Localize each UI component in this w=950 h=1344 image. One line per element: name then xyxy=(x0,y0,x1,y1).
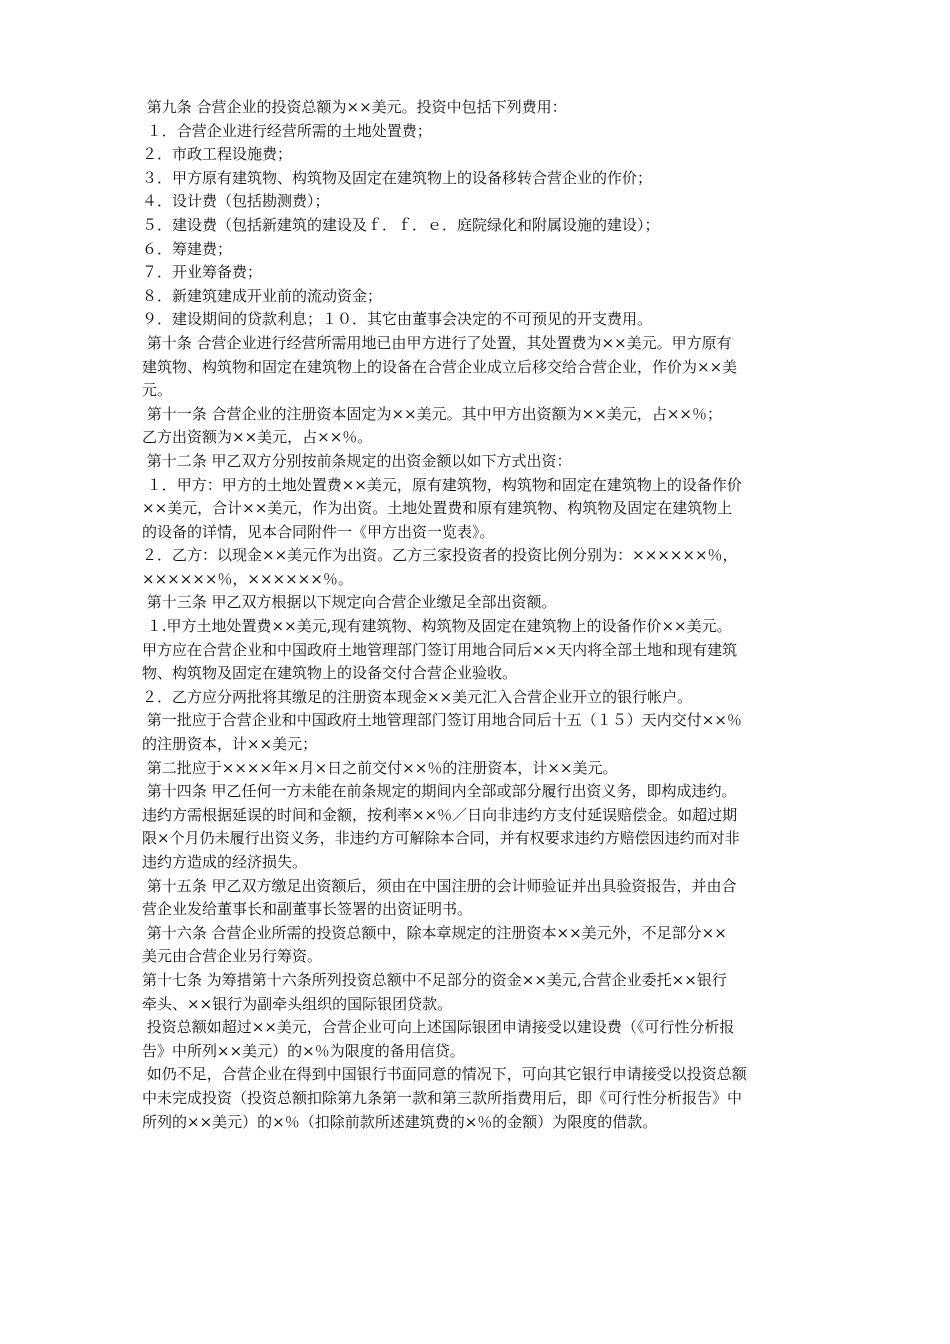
article-12-item-1-line-1: １．甲方：甲方的土地处置费××美元，原有建筑物，构筑物和固定在建筑物上的设备作价 xyxy=(142,475,742,494)
article-12-item-1-line-2: ××美元，合计××美元，作为出资。土地处置费和原有建筑物、构筑物及固定在建筑物上 xyxy=(142,499,733,518)
article-13-item-2: ２．乙方应分两批将其缴足的注册资本现金××美元汇入合营企业开立的银行帐户。 xyxy=(142,687,693,706)
article-9-item-5: ５．建设费（包括新建筑的建设及ｆ．ｆ．ｅ．庭院绿化和附属设施的建设）； xyxy=(142,215,660,234)
article-9-item-1: １．合营企业进行经营所需的土地处置费； xyxy=(142,121,432,140)
article-11-line-2: 乙方出资额为××美元，占××％。 xyxy=(142,428,373,447)
article-9-item-6: ６．筹建费； xyxy=(142,239,233,258)
article-13-item-1-line-2: 甲方应在合营企业和中国政府土地管理部门签订用地合同后××天内将全部土地和现有建筑 xyxy=(142,640,738,659)
article-9-heading: 第九条 合营企业的投资总额为××美元。投资中包括下列费用： xyxy=(142,98,567,116)
article-16-line-1: 第十六条 合营企业所需的投资总额中，除本章规定的注册资本××美元外，不足部分×× xyxy=(142,923,727,942)
article-13-batch-1-line-1: 第一批应于合营企业和中国政府土地管理部门签订用地合同后十五（１５）天内交付××％ xyxy=(142,711,742,730)
article-9-item-4: ４．设计费（包括勘测费）； xyxy=(142,192,330,211)
article-9-item-9-10: ９．建设期间的贷款利息；１０．其它由董事会决定的不可预见的开支费用。 xyxy=(142,310,653,329)
article-13-batch-2: 第二批应于××××年×月×日之前交付××％的注册资本，计××美元。 xyxy=(142,758,618,777)
article-14-line-1: 第十四条 甲乙任何一方未能在前条规定的期间内全部或部分履行出资义务，即构成违约。 xyxy=(142,782,737,801)
article-13-item-1-line-1: １.甲方土地处置费××美元,现有建筑物、构筑物及固定在建筑物上的设备作价××美元。 xyxy=(142,617,732,636)
article-17-line-1: 第十七条 为筹措第十六条所列投资总额中不足部分的资金××美元,合营企业委托××银行 xyxy=(142,970,727,989)
article-12-item-2-line-1: ２．乙方：以现金××美元作为出资。乙方三家投资者的投资比例分别为：××××××％， xyxy=(142,546,738,565)
article-9-item-2: ２．市政工程设施费； xyxy=(142,145,293,164)
article-17-other-loan-line-3: 所列的××美元）的×％（扣除前款所述建筑费的×％的金额）为限度的借款。 xyxy=(142,1112,658,1131)
article-17-line-2: 牵头、××银行为副牵头组织的国际银团贷款。 xyxy=(142,994,453,1013)
article-15-line-2: 营企业发给董事长和副董事长签署的出资证明书。 xyxy=(142,900,473,919)
article-12-heading: 第十二条 甲乙双方分别按前条规定的出资金额以如下方式出资： xyxy=(142,451,572,470)
article-11-line-1: 第十一条 合营企业的注册资本固定为××美元。其中甲方出资额为××美元，占××％； xyxy=(142,404,722,423)
article-17-other-loan-line-1: 如仍不足，合营企业在得到中国银行书面同意的情况下，可向其它银行申请接受以投资总额 xyxy=(142,1065,747,1084)
article-14-line-3: 限×个月仍未履行出资义务，非违约方可解除本合同，并有权要求违约方赔偿因违约而对非 xyxy=(142,829,740,848)
article-14-line-4: 违约方造成的经济损失。 xyxy=(142,853,308,871)
article-10-line-3: 元。 xyxy=(142,381,173,400)
article-13-item-1-line-3: 物、构筑物及固定在建筑物上的设备交付合营企业验收。 xyxy=(142,664,518,683)
article-14-line-2: 违约方需根据延误的时间和金额，按利率××％／日向非违约方支付延误赔偿金。如超过期 xyxy=(142,805,738,824)
article-16-line-2: 美元由合营企业另行筹资。 xyxy=(142,947,323,966)
article-15-line-1: 第十五条 甲乙双方缴足出资额后，须由在中国注册的会计师验证并出具验资报告，并由合 xyxy=(142,876,737,895)
article-12-item-2-line-2: ××××××％，××××××％。 xyxy=(142,569,353,588)
article-10-line-1: 第十条 合营企业进行经营所需用地已由甲方进行了处置，其处置费为××美元。甲方原有 xyxy=(142,333,732,352)
article-9-item-7: ７．开业筹备费； xyxy=(142,263,263,282)
article-17-standby-line-2: 告》中所列××美元）的×％为限度的备用信贷。 xyxy=(142,1041,465,1060)
article-13-batch-1-line-2: 的注册资本，计××美元； xyxy=(142,735,318,754)
document-page xyxy=(142,96,822,1134)
article-17-other-loan-line-2: 中未完成投资（投资总额扣除第九条第一款和第三款所指费用后，即《可行性分析报告》中 xyxy=(142,1088,743,1107)
article-12-item-1-line-3: 的设备的详情，见本合同附件一《甲方出资一览表》。 xyxy=(142,522,495,541)
article-9-item-8: ８．新建筑建成开业前的流动资金； xyxy=(142,286,383,305)
article-13-heading: 第十三条 甲乙双方根据以下规定向合营企业缴足全部出资额。 xyxy=(142,593,557,612)
article-17-standby-line-1: 投资总额如超过××美元，合营企业可向上述国际银团申请接受以建设费（《可行性分析报 xyxy=(142,1018,735,1037)
article-10-line-2: 建筑物、构筑物和固定在建筑物上的设备在合营企业成立后移交给合营企业，作价为××美 xyxy=(142,357,738,376)
article-9-item-3: ３．甲方原有建筑物、构筑物及固定在建筑物上的设备移转合营企业的作价； xyxy=(142,168,653,187)
